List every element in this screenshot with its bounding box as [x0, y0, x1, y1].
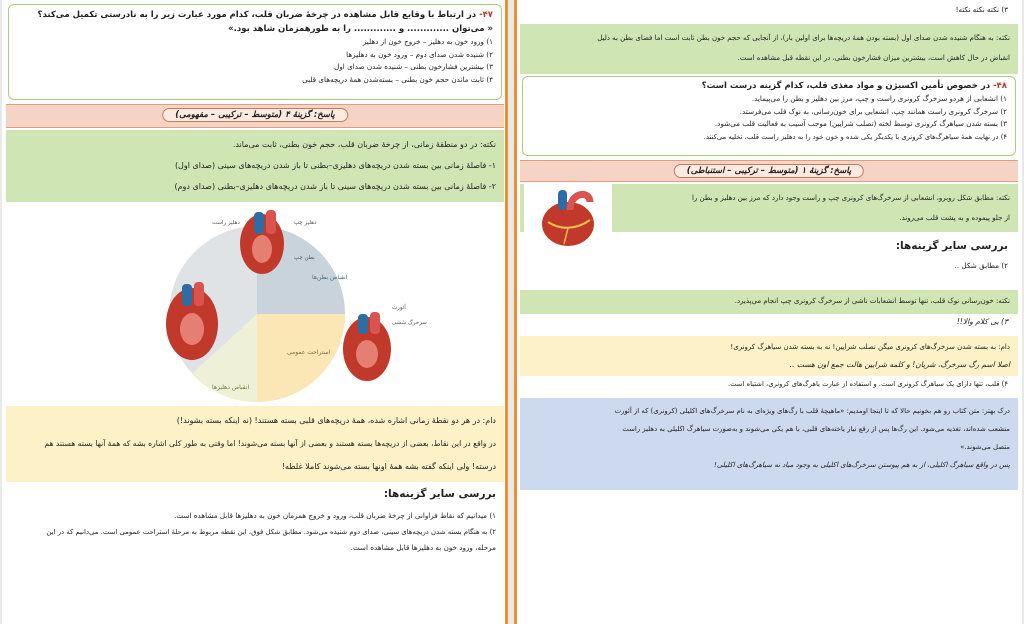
note-line-2: از جلو پیموده و به پشت قلب می‌روند. [899, 214, 1010, 222]
trap-box [520, 336, 1018, 376]
blue-line-2: منشعب شده‌اند، تغذیه می‌شود. این رگ‌ها پس از رفع نیاز یاخته‌های قلبی، با هم یکی می‌شوند و به‌صورت سیاهرگ اکلیلی به دهلیز راست [622, 425, 1010, 433]
option-4: ۴) در نهایت همهٔ سیاهرگ‌های کرونری با یکدیگر یکی شده و خون خود را به دهلیز راست قلب، تخلیه می‌کنند. [703, 132, 1007, 141]
option-4: ۴) ثابت ماندن حجم خون بطنی – بسته‌شدن همهٔ دریچه‌های قلبی [302, 74, 493, 84]
top-item [524, 4, 1014, 22]
note-line-2: انقباض در حال کاهش است، بیشترین میزان فشارخون بطنی، در این نقطه قبل مشاهده است. [737, 54, 1010, 62]
better-understanding-box [520, 398, 1018, 490]
note-box [520, 290, 1018, 314]
review-item-2: ۲) به هنگام بسته شدن دریچه‌های سینی، صدای دوم شنیده می‌شود. مطابق شکل فوق، این نقطه مربوط به مرحلهٔ استراحت عمومی است. می‌دانیم که در این [46, 528, 496, 536]
page-edge-stripe [505, 0, 508, 624]
item-3-note: ۳) نکته نکته نکته! [955, 5, 1008, 14]
review-item-2: ۲) مطابق شکل .. [954, 261, 1008, 270]
option-1: ۱) انشعابی از هردو سرخرگ کرونری راست و چپ، مرز بین دهلیز و بطن را می‌پیماید. [751, 94, 1007, 103]
answer-tag: پاسخ: گزینهٔ ۴ (متوسط – ترکیبی – مفهومی) [162, 108, 348, 122]
note-line-3: ۲- فاصلهٔ زمانی بین بسته شدن دریچه‌های سینی تا باز شدن دریچه‌های دهلیزی–بطنی (صدای دوم) [174, 182, 496, 191]
diagram-label: انقباض دهلیزها [212, 384, 250, 391]
question-text: در ارتباط با وقایع قابل مشاهده در چرخهٔ ضربان قلب، کدام مورد عبارت زیر را به نادرستی تکمیل می‌کند؟ [37, 10, 477, 20]
note-box [6, 130, 504, 202]
blue-line-4: پس در واقع سیاهرگ اکلیلی، از به هم پیوستن سرخرگ‌های اکلیلی به وجود میاد نه سیاهرگ‌های اکلیلی! [714, 461, 1010, 469]
question-48-stem [531, 79, 1007, 93]
diagram-label: سرخرگ ششی [392, 320, 427, 326]
review-item-3-row [524, 316, 1014, 334]
review-item-3: ۳) بی کلام والا!! [956, 317, 1008, 326]
review-section [524, 238, 1014, 288]
diagram-label: دهلیز راست [212, 220, 240, 226]
question-number: ۴۸- [993, 81, 1007, 91]
question-48-box [522, 76, 1016, 156]
note-box [520, 24, 1018, 74]
trap-line-2: در واقع در این نقاط، بعضی از دریچه‌ها بسته هستند و بعضی از آنها بسته می‌شوند! اما وقتی به طور کلی اشاره بشه که همهٔ آنها بسته هستند هم [44, 439, 496, 448]
diagram-label: بطن چپ [294, 255, 315, 261]
diagram-label: انقباض بطن‌ها [312, 274, 348, 281]
diagram-label: استراحت عمومی [287, 349, 331, 356]
trap-line-1: دام: در هر دو نقطهٔ زمانی اشاره شده، همهٔ دریچه‌های قلبی بسته هستند! (نه اینکه بسته بشوند!) [176, 416, 496, 425]
question-number: ۴۷- [479, 10, 493, 20]
note-line-1: نکته: به هنگام شنیده شدن صدای اول (بسته بودن همهٔ دریچه‌ها برای اولین بار)، از آنجایی که حجم خون بطن ثابت است اما فضای بطن به دلیل [597, 34, 1010, 42]
note-line-1: نکته: در دو منطقهٔ زمانی، از چرخهٔ ضربان قلب، حجم خون بطنی، ثابت می‌ماند. [232, 140, 496, 149]
option-3: ۳) بیشترین فشارخون بطنی – شنیده شدن صدای اول [334, 62, 493, 71]
heart-illustration-right [343, 312, 391, 381]
answer-tag: پاسخ: گزینهٔ ۱ (متوسط – ترکیبی – استنباطی) [674, 164, 864, 178]
review-item-1: ۱) میدانیم که نقاط فراوانی از چرخهٔ ضربان قلب، ورود و خروج همزمان خون به دهلیزها قابل مشاهده است. [174, 511, 496, 520]
review-section [8, 486, 502, 566]
cardiac-cycle-figure [62, 204, 442, 404]
option-1: ۱) ورود خون به دهلیز – خروج خون از دهلیز [362, 37, 493, 46]
sector-general-rest [257, 314, 345, 402]
review-heading: بررسی سایر گزینه‌ها: [383, 488, 496, 500]
diagram-label: دهلیز چپ [294, 220, 317, 226]
option-2: ۲) شنیده شدن صدای دوم – ورود خون به دهلیزها [346, 49, 493, 59]
heart-illustration-top [240, 210, 284, 274]
answer-tag-bar [520, 160, 1018, 182]
question-text: در خصوص تأمین اکسیژن و مواد مغذی قلب، کدام گزینه درست است؟ [701, 81, 991, 91]
right-page [514, 0, 1022, 624]
blue-line-1: درک بهتر: متن کتاب رو هم بخونیم حالا که تا اینجا اومدیم: «ماهیچهٔ قلب با رگ‌های ویژه‌ای به نام سرخرگ‌های اکلیلی (کرونری) که از آئورت [614, 407, 1010, 415]
blue-line-3: متصل می‌شوند.» [960, 443, 1010, 451]
trap-box [6, 406, 504, 482]
left-page [2, 0, 508, 624]
review-item-4: ۴) قلب، تنها دارای یک سیاهرگ کرونری است. و استفاده از عبارت یاهرگ‌های کرونری، اشتباه است. [727, 380, 1008, 388]
page-edge-stripe [514, 0, 517, 624]
trap-line-1: دام: به بسته شدن سرخرگ‌های کرونری میگن تصلب شرایین! نه به بسته شدن سیاهرگ کرونری! [730, 343, 1010, 351]
question-47-box [8, 4, 502, 100]
cardiac-cycle-diagram [62, 204, 442, 404]
option-3: ۳) بسته شدن سیاهرگ کرونری توسط لخته (تصلب شرایین) موجب آسیب به فعالیت قلب می‌شود. [714, 119, 1007, 128]
trap-line-3: درسته! ولی اینکه گفته بشه همهٔ اونها بسته می‌شوند کاملا غلطه! [281, 462, 496, 471]
review-heading: بررسی سایر گزینه‌ها: [895, 240, 1008, 252]
trap-line-2: اصلا اسم رگ سرخرگ، شریان! و کلمه شرایین هالت جمع اون هست .. [789, 360, 1010, 369]
answer-tag-bar [6, 104, 504, 128]
note-line-1: نکته: مطابق شکل روبرو، انشعابی از سرخرگ‌های کرونری چپ و راست وجود دارد که مرز بین دهلیز و بطن را [691, 194, 1010, 202]
review-item-4-row [524, 378, 1014, 396]
option-2: ۲) سرخرگ کرونری راست همانند چپ، انشعابی برای خون‌رسانی، به نوک قلب می‌فرستد. [739, 106, 1007, 116]
review-item-2-cont: مرحله، ورود خون به دهلیزها قابل مشاهده است. [350, 543, 496, 552]
question-47-prompt: « می‌توان ............. و ............. را به طورهمزمان شاهد بود.» [228, 24, 493, 34]
note-line-2: ۱- فاصلهٔ زمانی بین بسته شدن دریچه‌های دهلیزی–بطنی تا باز شدن دریچه‌های سینی (صدای اول) [174, 161, 496, 170]
note-line: نکته: خون‌رسانی نوک قلب، تنها توسط انشعابات ناشی از سرخرگ کرونری چپ انجام می‌پذیرد. [734, 297, 1010, 305]
diagram-label: آئورت [392, 305, 406, 311]
question-47-stem [17, 8, 493, 22]
